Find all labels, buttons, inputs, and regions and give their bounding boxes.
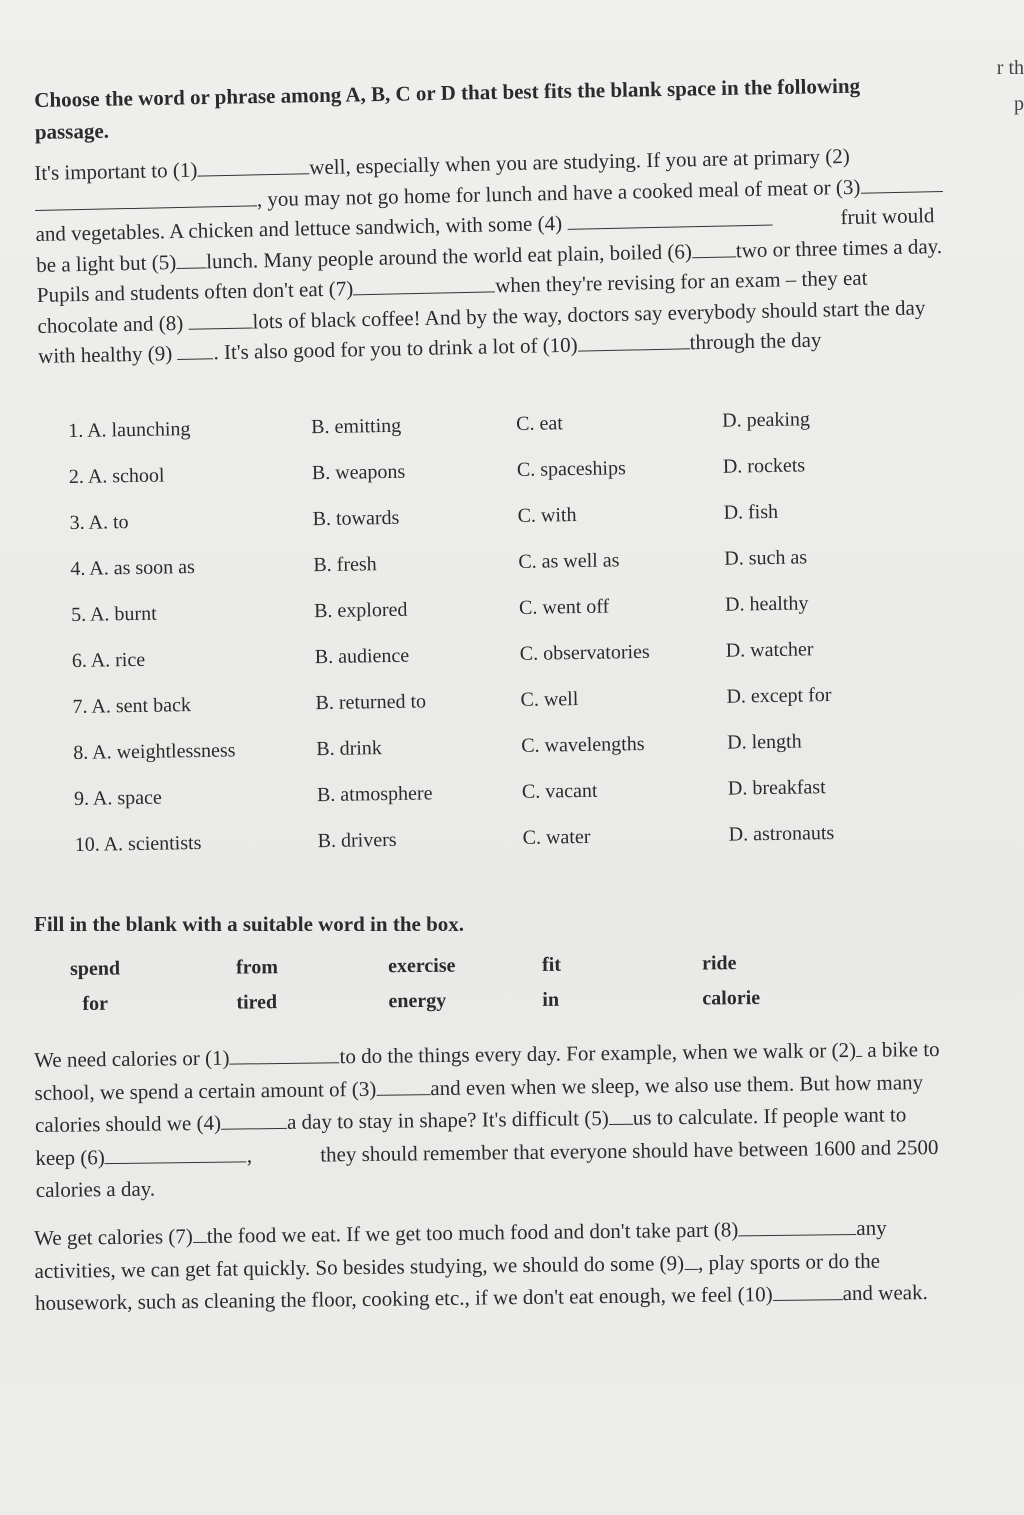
blank-4 <box>567 207 772 230</box>
word-box-word: exercise <box>387 954 456 978</box>
option-d: D. rockets <box>722 454 806 478</box>
blank-3 <box>376 1076 430 1096</box>
option-a: 3. A. to <box>69 511 129 534</box>
option-d: D. length <box>727 730 802 754</box>
passage-text: lunch. Many people around the world eat plain, boiled (6) <box>205 238 693 273</box>
passage-text: the food we eat. If we get too much food and don't take part (8) <box>206 1217 739 1248</box>
option-a: 7. A. sent back <box>72 694 192 718</box>
option-c: C. spaceships <box>516 457 626 481</box>
multiple-choice-options <box>68 402 935 875</box>
passage-text: lots of black coffee! And by the way, doctors say everybody should start the day with healthy (9) <box>37 294 926 368</box>
passage-text: play sports or do the housework, such as cleaning the floor, cooking etc., if we don't eat enough, we feel (10) <box>34 1248 881 1315</box>
passage-text: It's important to (1) <box>34 157 198 185</box>
option-b: B. weapons <box>311 460 406 485</box>
option-b: B. drivers <box>317 828 397 853</box>
option-c: C. observatories <box>519 640 650 665</box>
option-d: D. breakfast <box>727 776 826 800</box>
blank-1 <box>229 1044 339 1064</box>
passage-text: any activities, we can get fat quickly. So besides studying, we should do some (9) <box>34 1215 887 1283</box>
option-d: D. healthy <box>724 592 809 616</box>
option-a: 6. A. rice <box>71 648 146 672</box>
option-b: B. towards <box>312 506 400 531</box>
blank-7 <box>353 273 495 295</box>
passage-text: . It's also good for you to drink a lot of (10) <box>213 332 578 365</box>
passage-text: and even when we sleep, we also use them. But how many calories should we (4) <box>34 1069 924 1137</box>
option-a: 5. A. burnt <box>70 602 157 626</box>
option-c: C. water <box>522 825 591 849</box>
option-a: 9. A. space <box>73 786 162 810</box>
blank-10 <box>773 1281 843 1301</box>
passage-text: fruit would be a light but (5) <box>35 203 935 277</box>
option-d: D. such as <box>724 546 808 570</box>
word-box-word: calorie <box>702 986 761 1010</box>
passage-text: , <box>697 1250 704 1275</box>
passage-text: two or three times a day. Pupils and students often don't eat (7) <box>36 233 943 307</box>
word-box-word: from <box>235 956 279 979</box>
passage-text: a bike to school, we spend a certain amount of (3) <box>34 1036 940 1105</box>
blank-3 <box>860 172 942 193</box>
option-c: C. as well as <box>518 549 620 573</box>
passage-text: to do the things every day. For example, when we walk or (2) <box>339 1037 857 1069</box>
blank-1 <box>197 155 309 176</box>
passage-text: , you may not go home for lunch and have a cooked meal of meat or (3) <box>256 174 861 211</box>
option-c: C. vacant <box>521 779 598 803</box>
blank-2 <box>35 187 257 211</box>
option-c: C. well <box>520 688 579 711</box>
word-box <box>70 951 831 1028</box>
passage-text: us to calculate. If people want to keep (6) <box>35 1102 907 1170</box>
blank-2 <box>856 1038 862 1057</box>
edge-text-line: r th <box>996 57 1024 79</box>
passage-text: We get calories (7) <box>34 1224 193 1250</box>
blank-4 <box>221 1110 287 1130</box>
blank-8 <box>738 1216 856 1236</box>
passage-3 <box>34 1211 945 1320</box>
passage-1 <box>34 139 948 372</box>
word-box-word: in <box>542 988 560 1011</box>
blank-5 <box>609 1106 633 1125</box>
passage-text: they should remember that everyone should have between 1600 and 2500 calories a day. <box>35 1134 939 1202</box>
option-b: B. audience <box>314 644 410 669</box>
adjacent-page-edge <box>984 50 1024 122</box>
word-box-word: fit <box>541 953 562 976</box>
word-box-word: ride <box>701 952 737 975</box>
passage-text: We need calories or (1) <box>34 1045 230 1072</box>
blank-9 <box>684 1250 698 1269</box>
option-a: 10. A. scientists <box>74 831 202 856</box>
blank-5 <box>176 249 206 269</box>
passage-text: and vegetables. A chicken and lettuce sandwich, with some (4) <box>35 210 563 246</box>
passage-text: well, especially when you are studying. If you are at primary (2) <box>309 143 850 180</box>
blank-8 <box>188 309 252 329</box>
word-box-word: tired <box>236 991 278 1014</box>
blank-6 <box>692 238 736 258</box>
option-a: 2. A. school <box>68 464 165 488</box>
blank-10 <box>577 330 689 351</box>
blank-9 <box>177 340 213 360</box>
section-2-title: Fill in the blank with a suitable word in the box. <box>34 912 464 936</box>
passage-text: and weak. <box>842 1280 928 1306</box>
section-1-title: Choose the word or phrase among A, B, C or D that best fits the blank space in the following passage. <box>34 73 861 144</box>
option-b: B. fresh <box>313 553 377 577</box>
option-b: B. drink <box>316 737 382 761</box>
option-c: C. eat <box>516 412 564 435</box>
option-b: B. explored <box>313 598 408 623</box>
passage-text: a day to stay in shape? It's difficult (5) <box>286 1105 609 1134</box>
passage-2 <box>34 1033 946 1207</box>
option-a: 1. A. launching <box>68 418 191 442</box>
option-c: C. with <box>517 504 577 527</box>
option-b: B. atmosphere <box>316 782 433 807</box>
passage-text: when they're revising for an exam – they eat chocolate and (8) <box>37 265 868 338</box>
option-c: C. wavelengths <box>521 732 645 757</box>
option-d: D. fish <box>723 500 779 524</box>
word-box-word: for <box>82 992 109 1015</box>
option-c: C. went off <box>518 595 610 619</box>
option-b: B. emitting <box>311 414 402 439</box>
word-box-row <box>70 986 830 1028</box>
option-a: 4. A. as soon as <box>70 556 196 580</box>
option-a: 8. A. weightlessness <box>73 739 236 764</box>
option-d: D. peaking <box>721 408 811 432</box>
passage-text: , <box>246 1142 253 1167</box>
passage-text: through the day <box>689 327 822 355</box>
blank-7 <box>193 1224 207 1243</box>
option-b: B. returned to <box>315 690 427 715</box>
option-d: D. except for <box>726 684 832 708</box>
word-box-word: energy <box>388 989 447 1013</box>
edge-text-line: p <box>1014 93 1024 115</box>
blank-6 <box>105 1143 247 1164</box>
option-d: D. watcher <box>725 638 814 662</box>
option-d: D. astronauts <box>728 822 835 846</box>
word-box-word: spend <box>70 957 121 980</box>
